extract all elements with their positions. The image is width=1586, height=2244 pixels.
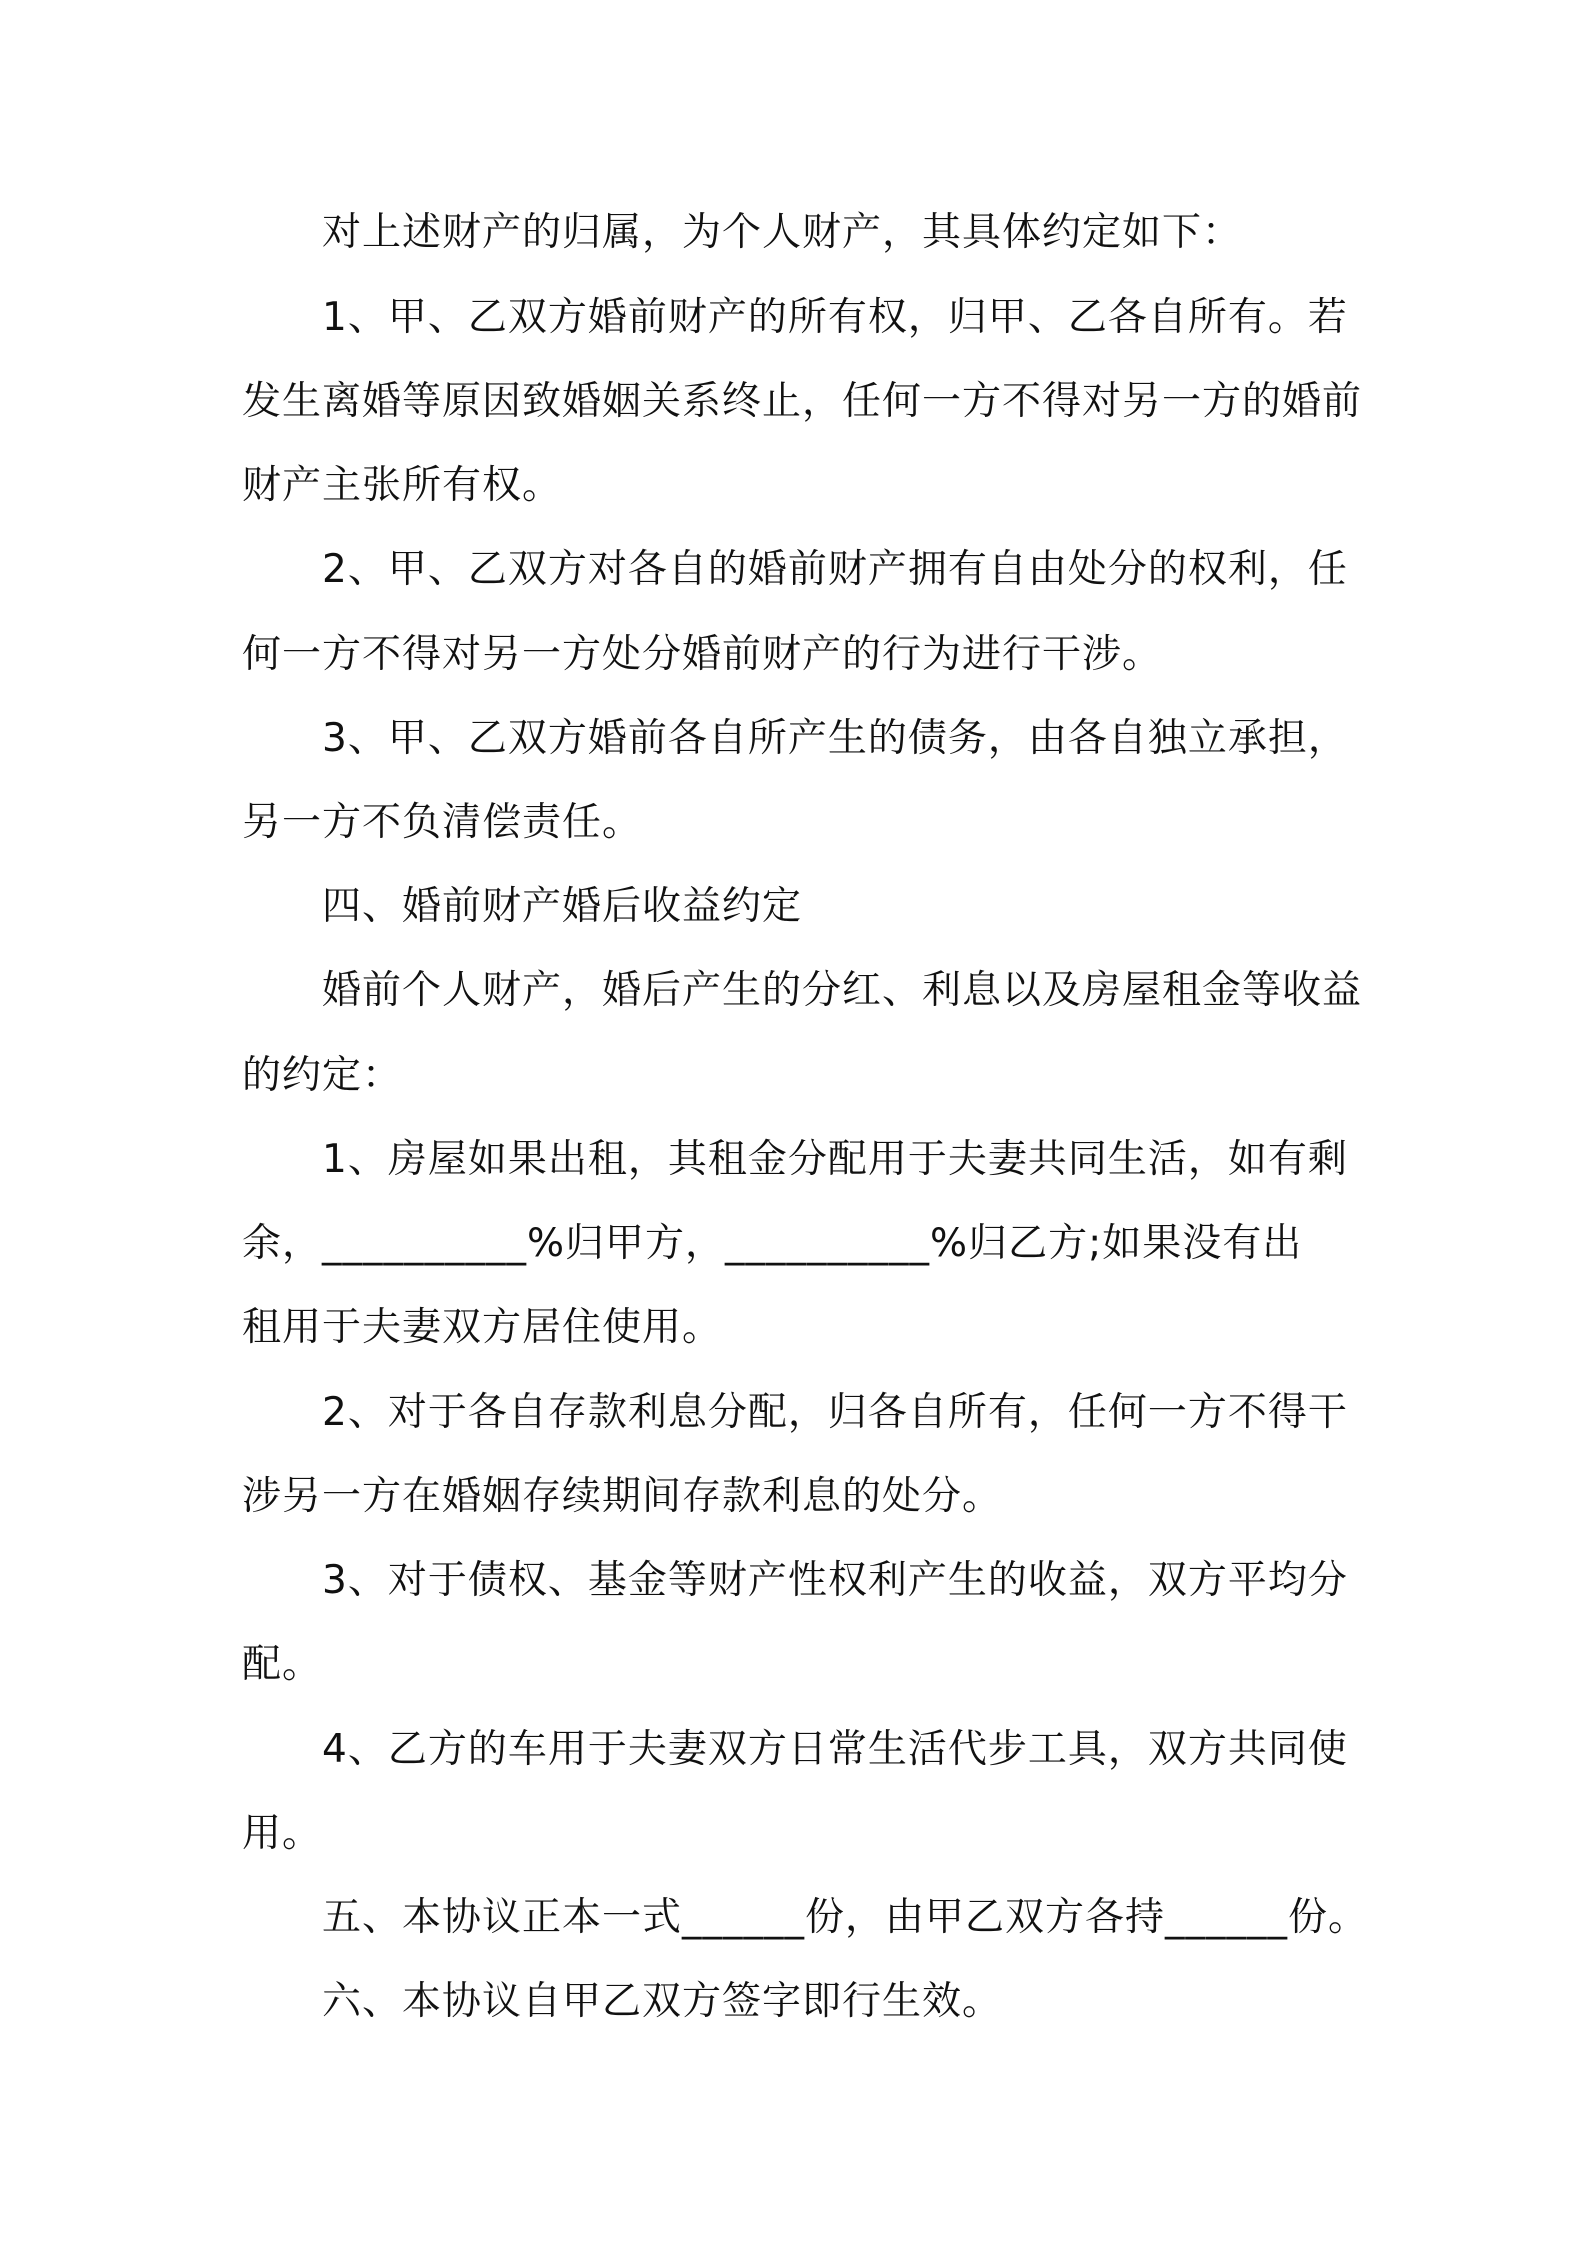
income-clause-3-line-2: 配。 — [242, 1642, 323, 1687]
clause-1-line-3: 财产主张所有权。 — [242, 463, 563, 508]
clause-3-line-2: 另一方不负清偿责任。 — [242, 800, 643, 845]
clause-2-line-1: 2、甲、乙双方对各自的婚前财产拥有自由处分的权利，任 — [322, 547, 1348, 592]
section-6-effective: 六、本协议自甲乙双方签字即行生效。 — [322, 1979, 1003, 2024]
section-4-heading: 四、婚前财产婚后收益约定 — [322, 884, 803, 929]
income-clause-2-line-2: 涉另一方在婚姻存续期间存款利息的处分。 — [242, 1474, 1003, 1519]
income-clause-4-line-2: 用。 — [242, 1811, 323, 1856]
clause-1-line-2: 发生离婚等原因致婚姻关系终止，任何一方不得对另一方的婚前 — [242, 379, 1363, 424]
section-5-copies: 五、本协议正本一式______份，由甲乙双方各持______份。 — [322, 1895, 1369, 1940]
income-clause-2-line-1: 2、对于各自存款利息分配，归各自所有，任何一方不得干 — [322, 1390, 1348, 1435]
income-clause-1-line-2: 余，__________%归甲方，__________%归乙方;如果没有出 — [242, 1221, 1303, 1266]
income-intro-line-2: 的约定： — [242, 1053, 403, 1098]
paragraph-property-ownership-intro: 对上述财产的归属，为个人财产，其具体约定如下： — [322, 210, 1243, 255]
clause-1-line-1: 1、甲、乙双方婚前财产的所有权，归甲、乙各自所有。若 — [322, 295, 1348, 340]
income-intro-line-1: 婚前个人财产，婚后产生的分红、利息以及房屋租金等收益 — [322, 968, 1363, 1013]
clause-2-line-2: 何一方不得对另一方处分婚前财产的行为进行干涉。 — [242, 632, 1163, 677]
income-clause-4-line-1: 4、乙方的车用于夫妻双方日常生活代步工具，双方共同使 — [322, 1727, 1348, 1772]
clause-3-line-1: 3、甲、乙双方婚前各自所产生的债务，由各自独立承担， — [322, 716, 1348, 761]
income-clause-1-line-1: 1、房屋如果出租，其租金分配用于夫妻共同生活，如有剩 — [322, 1137, 1348, 1182]
income-clause-1-line-3: 租用于夫妻双方居住使用。 — [242, 1305, 723, 1350]
income-clause-3-line-1: 3、对于债权、基金等财产性权利产生的收益，双方平均分 — [322, 1558, 1348, 1603]
